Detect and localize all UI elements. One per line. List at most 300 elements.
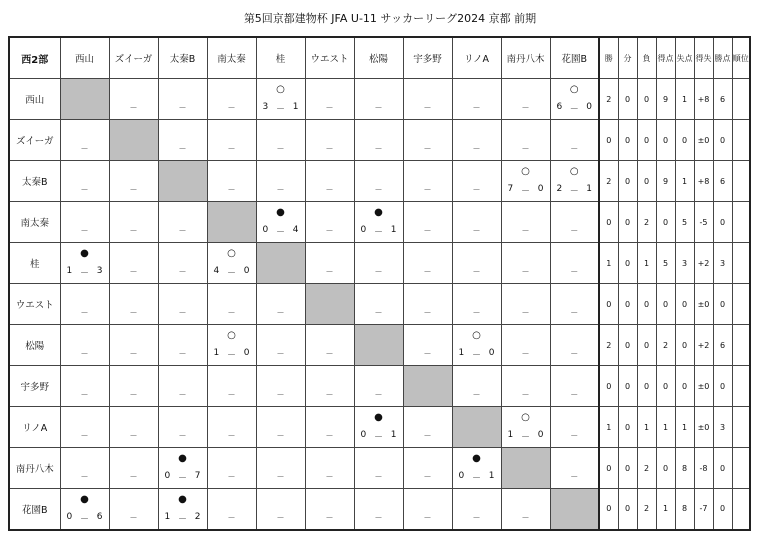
stat-draws: 0	[618, 489, 637, 530]
stat-wins: 2	[599, 79, 618, 120]
unplayed-match-cell	[550, 325, 599, 366]
stat-draws: 0	[618, 202, 637, 243]
stat-draws: 0	[618, 407, 637, 448]
unplayed-dash: －	[227, 144, 236, 153]
match-result-cell	[207, 325, 256, 366]
unplayed-match-cell	[109, 161, 158, 202]
unplayed-dash: －	[570, 267, 579, 276]
score-against: 7	[194, 471, 201, 481]
unplayed-dash: －	[423, 226, 432, 235]
stat-losses: 2	[637, 489, 656, 530]
unplayed-match-cell	[403, 202, 452, 243]
unplayed-dash: －	[472, 512, 481, 522]
unplayed-match-cell	[305, 489, 354, 530]
unplayed-dash: －	[423, 512, 432, 522]
unplayed-dash: －	[80, 144, 89, 153]
unplayed-dash: －	[80, 226, 89, 235]
unplayed-dash: －	[129, 185, 138, 194]
stat-goals-for: 0	[656, 448, 675, 489]
match-result-cell	[550, 79, 599, 120]
unplayed-match-cell	[256, 161, 305, 202]
row-team-name: 宇多野	[9, 366, 60, 407]
unplayed-dash: －	[80, 185, 89, 194]
score-against: 1	[390, 225, 397, 235]
unplayed-match-cell	[550, 366, 599, 407]
unplayed-match-cell	[403, 120, 452, 161]
stat-goals-for: 9	[656, 79, 675, 120]
stat-goals-against: 3	[675, 243, 694, 284]
unplayed-dash: －	[423, 308, 432, 317]
stat-wins: 0	[599, 448, 618, 489]
match-result-cell	[207, 243, 256, 284]
unplayed-match-cell	[452, 366, 501, 407]
col-team-header: 花園B	[550, 37, 599, 79]
row-team-name: ウエスト	[9, 284, 60, 325]
unplayed-dash: －	[570, 472, 579, 481]
unplayed-match-cell	[305, 79, 354, 120]
unplayed-match-cell	[550, 284, 599, 325]
win-mark: ○	[521, 166, 530, 177]
score-separator: －	[373, 228, 383, 238]
unplayed-dash: －	[423, 185, 432, 194]
unplayed-dash: －	[227, 512, 236, 522]
stat-losses: 0	[637, 366, 656, 407]
unplayed-match-cell	[109, 79, 158, 120]
unplayed-match-cell	[256, 489, 305, 530]
loss-mark: ●	[472, 453, 481, 464]
stat-points: 0	[713, 366, 732, 407]
stat-points: 0	[713, 489, 732, 530]
score-against: 4	[292, 225, 299, 235]
stat-goals-against: 0	[675, 366, 694, 407]
unplayed-match-cell	[550, 407, 599, 448]
stat-goal-diff: +8	[694, 161, 713, 202]
self-match-cell	[158, 161, 207, 202]
unplayed-dash: －	[325, 472, 334, 481]
stat-header-points: 勝点	[713, 37, 732, 79]
stat-goals-for: 0	[656, 366, 675, 407]
unplayed-match-cell	[501, 79, 550, 120]
stat-goal-diff: -5	[694, 202, 713, 243]
score-for: 1	[164, 511, 171, 522]
unplayed-match-cell	[305, 202, 354, 243]
stat-rank	[732, 202, 750, 243]
stat-wins: 0	[599, 202, 618, 243]
stat-wins: 0	[599, 366, 618, 407]
match-result-cell	[60, 489, 109, 530]
unplayed-match-cell	[60, 407, 109, 448]
stat-goals-for: 1	[656, 489, 675, 530]
score-for: 7	[507, 184, 514, 194]
unplayed-dash: －	[374, 103, 383, 112]
unplayed-match-cell	[550, 243, 599, 284]
stat-goals-against: 1	[675, 161, 694, 202]
row-team-name: 松陽	[9, 325, 60, 366]
stat-rank	[732, 284, 750, 325]
loss-mark: ●	[80, 494, 89, 505]
unplayed-dash: －	[276, 472, 285, 481]
score-separator: －	[177, 514, 187, 525]
unplayed-match-cell	[207, 366, 256, 407]
unplayed-dash: －	[227, 390, 236, 399]
unplayed-match-cell	[207, 161, 256, 202]
unplayed-dash: －	[178, 144, 187, 153]
unplayed-match-cell	[158, 243, 207, 284]
stat-points: 6	[713, 161, 732, 202]
unplayed-match-cell	[501, 325, 550, 366]
unplayed-dash: －	[472, 144, 481, 153]
stat-draws: 0	[618, 161, 637, 202]
score-against: 0	[537, 430, 544, 440]
row-team-name: リノA	[9, 407, 60, 448]
self-match-cell	[403, 366, 452, 407]
stat-goals-for: 0	[656, 284, 675, 325]
unplayed-dash: －	[521, 512, 530, 522]
unplayed-match-cell	[60, 161, 109, 202]
score-separator: －	[373, 433, 383, 443]
score-for: 0	[458, 471, 465, 481]
unplayed-match-cell	[452, 120, 501, 161]
unplayed-dash: －	[374, 512, 383, 522]
unplayed-match-cell	[354, 243, 403, 284]
score-separator: －	[177, 474, 187, 484]
stat-draws: 0	[618, 366, 637, 407]
unplayed-dash: －	[423, 267, 432, 276]
unplayed-dash: －	[80, 472, 89, 481]
unplayed-match-cell	[354, 489, 403, 530]
unplayed-dash: －	[472, 390, 481, 399]
unplayed-match-cell	[452, 79, 501, 120]
unplayed-dash: －	[325, 349, 334, 358]
unplayed-dash: －	[178, 267, 187, 276]
score-separator: －	[569, 187, 579, 197]
unplayed-dash: －	[570, 144, 579, 153]
stat-header-goals-for: 得点	[656, 37, 675, 79]
score-against: 3	[96, 266, 103, 276]
unplayed-match-cell	[256, 407, 305, 448]
loss-mark: ●	[80, 248, 89, 259]
stat-goals-against: 0	[675, 284, 694, 325]
score-separator: －	[226, 269, 236, 279]
stat-goals-for: 9	[656, 161, 675, 202]
unplayed-dash: －	[80, 349, 89, 358]
unplayed-match-cell	[158, 79, 207, 120]
unplayed-match-cell	[207, 489, 256, 530]
stat-goals-against: 5	[675, 202, 694, 243]
unplayed-dash: －	[178, 390, 187, 399]
match-score	[459, 348, 495, 361]
score-against: 1	[390, 430, 397, 440]
unplayed-dash: －	[423, 431, 432, 440]
col-team-header: ウエスト	[305, 37, 354, 79]
unplayed-dash: －	[325, 267, 334, 276]
stat-goal-diff: ±0	[694, 284, 713, 325]
unplayed-dash: －	[129, 226, 138, 235]
unplayed-dash: －	[374, 267, 383, 276]
score-against: 0	[488, 348, 495, 358]
score-against: 0	[586, 102, 592, 112]
stat-goals-against: 8	[675, 489, 694, 530]
unplayed-match-cell	[109, 366, 158, 407]
table-row	[9, 202, 750, 243]
unplayed-match-cell	[403, 489, 452, 530]
unplayed-dash: －	[276, 144, 285, 153]
unplayed-dash: －	[227, 308, 236, 317]
unplayed-match-cell	[550, 202, 599, 243]
unplayed-match-cell	[256, 448, 305, 489]
match-result-cell	[354, 202, 403, 243]
unplayed-match-cell	[501, 243, 550, 284]
page-title: 第5回京都建物杯 JFA U-11 サッカーリーグ2024 京都 前期	[243, 12, 537, 25]
unplayed-dash: －	[178, 308, 187, 317]
unplayed-match-cell	[403, 448, 452, 489]
league-table	[8, 36, 751, 531]
stat-losses: 0	[637, 325, 656, 366]
unplayed-match-cell	[109, 489, 158, 530]
unplayed-dash: －	[374, 185, 383, 194]
stat-wins: 2	[599, 325, 618, 366]
score-separator: －	[569, 105, 579, 115]
score-against: 1	[488, 471, 495, 481]
unplayed-match-cell	[452, 284, 501, 325]
match-result-cell	[256, 202, 305, 243]
unplayed-dash: －	[129, 512, 138, 522]
self-match-cell	[60, 79, 109, 120]
table-row	[9, 448, 750, 489]
self-match-cell	[109, 120, 158, 161]
unplayed-match-cell	[354, 284, 403, 325]
stat-goals-for: 5	[656, 243, 675, 284]
unplayed-dash: －	[80, 431, 89, 440]
unplayed-match-cell	[501, 489, 550, 530]
unplayed-match-cell	[305, 161, 354, 202]
match-score	[263, 102, 299, 115]
stat-points: 6	[713, 79, 732, 120]
unplayed-dash: －	[570, 349, 579, 358]
match-result-cell	[550, 161, 599, 202]
unplayed-dash: －	[276, 512, 285, 522]
match-score	[459, 471, 495, 484]
unplayed-dash: －	[276, 185, 285, 194]
loss-mark: ●	[276, 207, 285, 218]
stat-losses: 0	[637, 120, 656, 161]
stat-points: 0	[713, 120, 732, 161]
unplayed-dash: －	[521, 226, 530, 235]
match-score	[263, 225, 299, 238]
unplayed-match-cell	[452, 489, 501, 530]
stat-losses: 0	[637, 284, 656, 325]
stat-wins: 1	[599, 243, 618, 284]
match-result-cell	[158, 448, 207, 489]
unplayed-dash: －	[227, 472, 236, 481]
stat-losses: 2	[637, 202, 656, 243]
self-match-cell	[501, 448, 550, 489]
stat-wins: 0	[599, 284, 618, 325]
score-against: 0	[537, 184, 544, 194]
stat-draws: 0	[618, 120, 637, 161]
table-row	[9, 325, 750, 366]
unplayed-dash: －	[129, 267, 138, 276]
unplayed-dash: －	[472, 308, 481, 317]
score-for: 4	[213, 266, 220, 276]
unplayed-dash: －	[374, 472, 383, 481]
unplayed-dash: －	[472, 185, 481, 194]
unplayed-dash: －	[325, 512, 334, 522]
match-score	[557, 184, 593, 197]
unplayed-match-cell	[60, 284, 109, 325]
stat-rank	[732, 448, 750, 489]
unplayed-dash: －	[570, 308, 579, 317]
score-for: 0	[164, 471, 171, 481]
score-separator: －	[471, 351, 481, 361]
unplayed-match-cell	[501, 366, 550, 407]
table-row	[9, 243, 750, 284]
unplayed-match-cell	[452, 243, 501, 284]
score-separator: －	[79, 269, 89, 279]
unplayed-dash: －	[178, 226, 187, 235]
unplayed-dash: －	[521, 103, 530, 112]
stat-header-wins: 勝	[599, 37, 618, 79]
row-team-name: 太秦B	[9, 161, 60, 202]
unplayed-match-cell	[60, 448, 109, 489]
unplayed-match-cell	[305, 325, 354, 366]
row-team-name: 西山	[9, 79, 60, 120]
stat-goal-diff: ±0	[694, 120, 713, 161]
match-score	[165, 471, 201, 484]
win-mark: ○	[227, 248, 236, 259]
stat-goals-for: 0	[656, 120, 675, 161]
unplayed-dash: －	[423, 472, 432, 481]
match-result-cell	[452, 325, 501, 366]
match-result-cell	[501, 161, 550, 202]
unplayed-match-cell	[501, 202, 550, 243]
stat-rank	[732, 407, 750, 448]
unplayed-match-cell	[403, 325, 452, 366]
unplayed-match-cell	[158, 407, 207, 448]
stat-wins: 2	[599, 161, 618, 202]
match-score	[214, 266, 250, 279]
row-team-name: 花園B	[9, 489, 60, 530]
unplayed-match-cell	[354, 120, 403, 161]
unplayed-match-cell	[109, 407, 158, 448]
score-for: 1	[458, 348, 465, 358]
stat-wins: 1	[599, 407, 618, 448]
unplayed-dash: －	[521, 308, 530, 317]
unplayed-match-cell	[109, 243, 158, 284]
unplayed-match-cell	[305, 366, 354, 407]
stat-rank	[732, 120, 750, 161]
score-for: 1	[66, 266, 73, 276]
score-for: 0	[262, 225, 269, 235]
table-row	[9, 407, 750, 448]
score-separator: －	[471, 474, 481, 484]
unplayed-match-cell	[550, 448, 599, 489]
match-result-cell	[158, 489, 207, 530]
stat-goals-against: 1	[675, 407, 694, 448]
win-mark: ○	[276, 84, 285, 95]
table-row	[9, 79, 750, 120]
match-score	[67, 266, 103, 279]
score-against: 1	[292, 102, 299, 112]
col-team-header: 桂	[256, 37, 305, 79]
unplayed-dash: －	[276, 390, 285, 399]
unplayed-dash: －	[178, 103, 187, 112]
division-label: 西2部	[9, 37, 60, 79]
stat-goals-for: 0	[656, 202, 675, 243]
unplayed-dash: －	[227, 431, 236, 440]
stat-points: 6	[713, 325, 732, 366]
stat-points: 0	[713, 202, 732, 243]
unplayed-match-cell	[403, 284, 452, 325]
win-mark: ○	[521, 412, 530, 423]
unplayed-match-cell	[354, 448, 403, 489]
unplayed-dash: －	[521, 144, 530, 153]
unplayed-dash: －	[374, 144, 383, 153]
unplayed-dash: －	[178, 431, 187, 440]
unplayed-dash: －	[521, 349, 530, 358]
header-row	[9, 37, 750, 79]
stat-losses: 0	[637, 161, 656, 202]
unplayed-match-cell	[109, 325, 158, 366]
unplayed-dash: －	[129, 103, 138, 112]
unplayed-match-cell	[207, 79, 256, 120]
score-for: 1	[213, 348, 220, 358]
score-against: 2	[194, 511, 201, 522]
score-against: 0	[243, 348, 250, 358]
stat-points: 3	[713, 407, 732, 448]
self-match-cell	[452, 407, 501, 448]
unplayed-match-cell	[158, 120, 207, 161]
unplayed-match-cell	[305, 120, 354, 161]
unplayed-dash: －	[129, 390, 138, 399]
unplayed-match-cell	[109, 202, 158, 243]
stat-rank	[732, 161, 750, 202]
unplayed-match-cell	[403, 161, 452, 202]
unplayed-dash: －	[374, 390, 383, 399]
unplayed-dash: －	[325, 390, 334, 399]
unplayed-dash: －	[521, 267, 530, 276]
score-for: 1	[507, 430, 514, 440]
unplayed-dash: －	[129, 431, 138, 440]
unplayed-dash: －	[472, 226, 481, 235]
score-separator: －	[275, 105, 285, 115]
unplayed-dash: －	[472, 267, 481, 276]
match-score	[67, 512, 103, 525]
unplayed-dash: －	[325, 226, 334, 235]
stat-goals-against: 0	[675, 120, 694, 161]
col-team-header: ズイーガ	[109, 37, 158, 79]
stat-goal-diff: -8	[694, 448, 713, 489]
match-result-cell	[501, 407, 550, 448]
score-separator: －	[79, 514, 89, 525]
score-separator: －	[275, 228, 285, 238]
table-row	[9, 284, 750, 325]
row-team-name: 南丹八木	[9, 448, 60, 489]
unplayed-dash: －	[227, 103, 236, 112]
table-row	[9, 366, 750, 407]
stat-losses: 0	[637, 79, 656, 120]
table-row	[9, 489, 750, 530]
stat-wins: 0	[599, 489, 618, 530]
unplayed-dash: －	[178, 349, 187, 358]
stat-rank	[732, 366, 750, 407]
match-result-cell	[60, 243, 109, 284]
stat-goal-diff: +8	[694, 79, 713, 120]
col-team-header: 西山	[60, 37, 109, 79]
unplayed-match-cell	[109, 284, 158, 325]
stat-rank	[732, 489, 750, 530]
unplayed-match-cell	[158, 366, 207, 407]
